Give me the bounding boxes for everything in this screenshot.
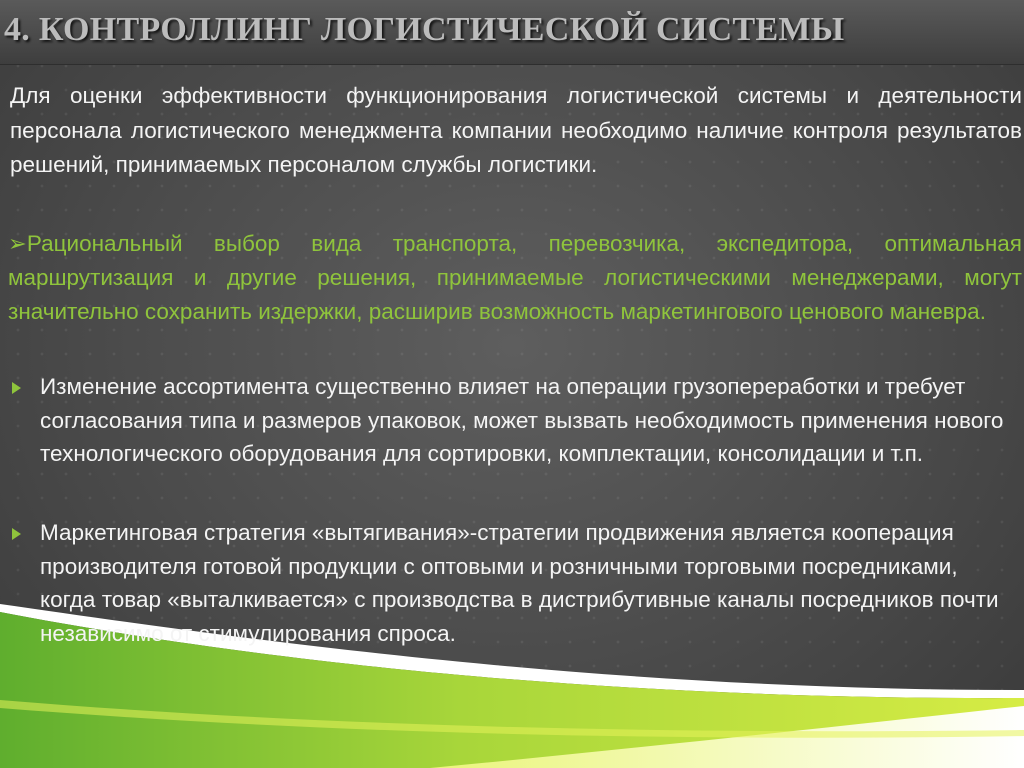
slide-title: 4. КОНТРОЛЛИНГ ЛОГИСТИЧЕСКОЙ СИСТЕМЫ [4, 11, 845, 48]
triangle-bullet-icon [12, 528, 21, 540]
bullet-item [12, 516, 1012, 650]
highlight-paragraph [8, 227, 1022, 329]
bullet-text: Маркетинговая стратегия «вытягивания»-стратегии продвижения является кооперация производителя готовой продукции с оптовыми и розничными торговыми посредниками, когда товар «выталкивается» с производства в дистрибутивные каналы посредников почти независимо от стимулирования спроса. [40, 520, 999, 646]
intro-paragraph: Для оценки эффективности функционирования логистической системы и деятельности персонала логистического менеджмента компании необходимо наличие контроля результатов решений, принимаемых персоналом службы логистики. [10, 83, 1022, 177]
highlight-text: Рациональный выбор вида транспорта, перевозчика, экспедитора, оптимальная маршрутизация и другие решения, принимаемые логистическими менеджерами, могут значительно сохранить издержки, расширив возможность маркетингового ценового маневра. [8, 231, 1022, 324]
title-bar [0, 0, 1024, 65]
triangle-bullet-icon [12, 382, 21, 394]
bullet-item [12, 370, 1012, 471]
bullet-text: Изменение ассортимента существенно влияет на операции грузопереработки и требует согласования типа и размеров упаковок, может вызвать необходимость применения нового технологического оборудования для сортировки, комплектации, консолидации и т.п. [40, 374, 1004, 466]
arrowhead-bullet-icon: ➢ [8, 231, 27, 256]
